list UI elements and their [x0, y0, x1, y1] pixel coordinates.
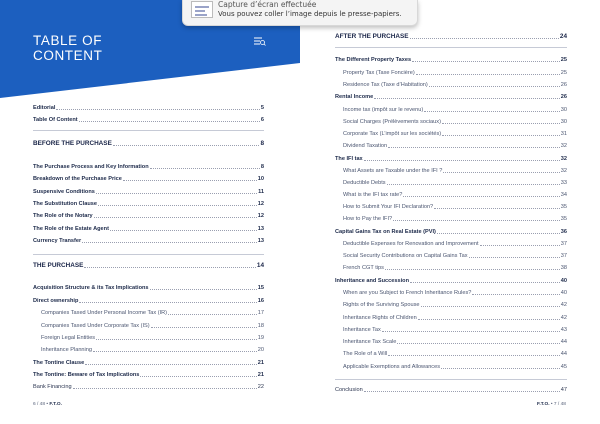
toc-entry-label: Dividend Taxation [343, 143, 388, 149]
toc-entry-label: Inheritance Tax Scale [343, 339, 397, 345]
toc-entry-label: Companies Taxed Under Personal Income Tax (IR) [41, 310, 168, 316]
toc-leader-dots [397, 343, 559, 344]
toc-leader-dots [424, 111, 560, 112]
toc-entry-label: The Tontine Clause [33, 360, 85, 366]
footer-separator: • [46, 402, 49, 407]
toc-entry[interactable] [335, 339, 567, 345]
toc-entry-page: 13 [257, 226, 264, 232]
footer-separator: • [550, 402, 553, 407]
toc-entry-label: Applicable Exemptions and Allowances [343, 364, 441, 370]
toc-entry[interactable] [33, 140, 264, 147]
toc-entry[interactable] [335, 302, 567, 308]
toc-entry-label: Suspensive Conditions [33, 189, 95, 195]
toc-entry-page: 44 [560, 351, 567, 357]
toc-leader-dots [98, 205, 257, 206]
toc-entry-label: The Tontine: Beware of Tax Implications [33, 372, 140, 378]
toc-entry-label: The Role of a Will [343, 351, 388, 357]
toc-entry-label: Foreign Legal Entities [41, 335, 96, 341]
toc-entry-page: 40 [560, 290, 567, 296]
footer-brand: F.T.O. [537, 402, 550, 407]
toc-entry-page: 22 [257, 384, 264, 390]
toc-leader-dots [168, 314, 257, 315]
toc-entry-label: Residence Tax (Taxe d’Habitation) [343, 82, 428, 88]
toc-entry-label: What Assets are Taxable under the IFI ? [343, 168, 443, 174]
toc-entry-page: 5 [260, 105, 264, 111]
toc-entry[interactable] [33, 298, 264, 304]
toc-leader-dots [412, 61, 560, 62]
toc-entry-label: Social Security Contributions on Capital Gains Tax [343, 253, 468, 259]
toc-entry-page: 42 [560, 315, 567, 321]
toc-leader-dots [472, 294, 559, 295]
screenshot-thumbnail-icon [191, 1, 213, 18]
toc-leader-dots [85, 364, 257, 365]
toc-entry-label: Inheritance Tax [343, 327, 381, 333]
toc-entry[interactable] [335, 156, 567, 162]
toc-leader-dots [410, 38, 559, 39]
toc-entry-page: 6 [260, 117, 264, 123]
screenshot-notification[interactable] [182, 0, 418, 26]
toc-leader-dots [469, 257, 560, 258]
toc-entry-page: 15 [257, 285, 264, 291]
toc-entry-label: Companies Taxed Under Corporate Tax (IS) [41, 323, 150, 329]
toc-entry-page: 37 [560, 241, 567, 247]
toc-entry-page: 19 [257, 335, 264, 341]
page-title [33, 33, 102, 63]
toc-entry-page: 25 [560, 70, 567, 76]
toc-entry[interactable] [335, 192, 567, 198]
toc-leader-dots [387, 184, 560, 185]
toc-entry[interactable] [335, 82, 567, 88]
toc-leader-dots [123, 180, 257, 181]
toc-divider [335, 47, 567, 48]
toc-leader-dots [480, 245, 560, 246]
toc-leader-dots [418, 319, 560, 320]
toc-entry-label: The IFI tax [335, 156, 363, 162]
toc-leader-dots [94, 217, 257, 218]
toc-entry[interactable] [33, 384, 264, 390]
toc-entry-label: Editorial [33, 105, 56, 111]
toc-entry-page: 10 [257, 176, 264, 182]
toc-entry-page: 8 [260, 140, 264, 147]
toc-leader-dots [388, 147, 560, 148]
toc-entry-page: 17 [257, 310, 264, 316]
toc-entry[interactable] [33, 117, 264, 123]
toc-leader-dots [437, 233, 560, 234]
toc-entry[interactable] [335, 265, 567, 271]
notification-title: Capture d’écran effectuée [218, 0, 317, 9]
toc-entry-page: 25 [560, 57, 567, 63]
toc-entry[interactable] [335, 278, 567, 284]
toc-leader-dots [443, 172, 559, 173]
toc-entry-label: How to Pay the IFI? [343, 216, 393, 222]
toc-leader-dots [393, 220, 560, 221]
toc-entry-page: 21 [257, 360, 264, 366]
toc-entry-label: The Substitution Clause [33, 201, 98, 207]
toc-entry[interactable] [33, 238, 264, 244]
toc-entry-label: The Different Property Taxes [335, 57, 412, 63]
toc-entry[interactable] [335, 315, 567, 321]
toc-entry[interactable] [33, 226, 264, 232]
toc-leader-dots [442, 123, 560, 124]
toc-leader-dots [442, 135, 560, 136]
toc-leader-dots [403, 196, 559, 197]
toc-leader-dots [79, 302, 256, 303]
notification-body: Vous pouvez coller l’image depuis le presse-papiers. [218, 10, 402, 18]
toc-entry-page: 36 [560, 229, 567, 235]
toc-leader-dots [382, 331, 560, 332]
notification-text [218, 0, 402, 19]
toc-entry-page: 18 [257, 323, 264, 329]
toc-entry[interactable] [33, 213, 264, 219]
toc-entry-page: 38 [560, 265, 567, 271]
toc-entry-page: 37 [560, 253, 567, 259]
toc-entry[interactable] [33, 360, 264, 366]
toc-entry-page: 12 [257, 213, 264, 219]
toc-divider [33, 254, 264, 255]
toc-entry-page: 13 [257, 238, 264, 244]
toc-entry[interactable] [335, 119, 567, 125]
toc-entry-label: Deductible Debts [343, 180, 386, 186]
toc-entry-label: What is the IFI tax rate? [343, 192, 403, 198]
toc-entry-page: 11 [258, 189, 264, 195]
toc-entry-page: 40 [560, 278, 567, 284]
toc-leader-dots [385, 269, 560, 270]
toc-entry[interactable] [335, 94, 567, 100]
toc-entry[interactable] [33, 201, 264, 207]
toc-entry-page: 33 [560, 180, 567, 186]
toc-entry[interactable] [335, 70, 567, 76]
toc-leader-dots [113, 145, 260, 146]
toc-leader-dots [73, 388, 257, 389]
toc-entry-label: Bank Financing [33, 384, 72, 390]
toc-entry-page: 47 [560, 387, 567, 393]
toc-entry[interactable] [33, 176, 264, 182]
list-menu-icon [254, 37, 266, 47]
toc-entry-page: 12 [257, 201, 264, 207]
toc-entry-label: Inheritance Planning [41, 347, 93, 353]
toc-entry-label: Income tax (impôt sur le revenu) [343, 107, 424, 113]
toc-entry-label: The Role of the Notary [33, 213, 93, 219]
toc-entry-page: 42 [560, 302, 567, 308]
left-page-number: 6 / 48 [33, 402, 46, 407]
toc-entry[interactable] [335, 168, 567, 174]
footer-brand: F.T.O. [49, 402, 62, 407]
toc-leader-dots [151, 327, 257, 328]
toc-entry-page: 32 [560, 168, 567, 174]
toc-entry[interactable] [335, 180, 567, 186]
toc-leader-dots [364, 391, 560, 392]
toc-entry-page: 31 [560, 131, 567, 137]
toc-entry-label: Table Of Content [33, 117, 78, 123]
toc-entry-label: When are you Subject to French Inheritance Rules? [343, 290, 472, 296]
toc-leader-dots [150, 289, 257, 290]
right-page-number: 7 / 48 [553, 402, 566, 407]
toc-entry-label: Corporate Tax (L’impôt sur les sociétés) [343, 131, 442, 137]
toc-entry-page: 26 [560, 82, 567, 88]
toc-entry[interactable] [335, 241, 567, 247]
toc-entry[interactable] [33, 372, 264, 378]
toc-entry-label: Rental Income [335, 94, 374, 100]
toc-entry[interactable] [335, 143, 567, 149]
toc-leader-dots [429, 86, 560, 87]
toc-entry-page: 32 [560, 156, 567, 162]
left-page-footer [33, 402, 62, 407]
toc-entry-page: 35 [560, 204, 567, 210]
toc-entry-page: 30 [560, 119, 567, 125]
toc-entry-page: 24 [559, 33, 567, 40]
toc-entry[interactable] [335, 57, 567, 63]
toc-leader-dots [96, 193, 257, 194]
toc-entry-label: Capital Gains Tax on Real Estate (PVI) [335, 229, 436, 235]
toc-leader-dots [82, 242, 257, 243]
toc-entry-label: French CGT tips [343, 265, 384, 271]
toc-entry-label: The Purchase Process and Key Information [33, 164, 149, 170]
toc-entry-page: 35 [560, 216, 567, 222]
right-page-footer [537, 402, 566, 407]
toc-entry-label: Deductible Expenses for Renovation and Improvement [343, 241, 479, 247]
toc-entry[interactable] [335, 33, 567, 40]
toc-divider [33, 130, 264, 131]
toc-entry-label: Property Tax (Taxe Foncière) [343, 70, 415, 76]
toc-entry-page: 14 [256, 262, 264, 269]
toc-entry[interactable] [335, 204, 567, 210]
toc-leader-dots [434, 208, 560, 209]
toc-entry-label: Rights of the Surviving Spouse [343, 302, 420, 308]
toc-entry[interactable] [33, 347, 264, 353]
toc-entry-label: Conclusion [335, 387, 363, 393]
toc-leader-dots [441, 368, 560, 369]
toc-entry-label: Acquisition Structure & its Tax Implications [33, 285, 149, 291]
toc-entry-page: 16 [257, 298, 264, 304]
toc-leader-dots [374, 98, 560, 99]
toc-entry[interactable] [335, 327, 567, 333]
toc-entry-page: 44 [560, 339, 567, 345]
toc-entry[interactable] [335, 364, 567, 370]
toc-entry-label: Direct ownership [33, 298, 79, 304]
toc-entry[interactable] [335, 107, 567, 113]
toc-entry-page: 43 [560, 327, 567, 333]
toc-leader-dots [416, 74, 560, 75]
toc-entry[interactable] [33, 335, 264, 341]
toc-leader-dots [150, 168, 260, 169]
toc-divider [335, 379, 567, 380]
toc-entry-label: THE PURCHASE [33, 262, 84, 269]
toc-leader-dots [79, 121, 260, 122]
toc-leader-dots [421, 306, 560, 307]
toc-entry-label: The Role of the Estate Agent [33, 226, 109, 232]
toc-leader-dots [364, 160, 560, 161]
toc-entry-page: 8 [260, 164, 264, 170]
toc-entry[interactable] [335, 387, 567, 393]
toc-entry[interactable] [33, 105, 264, 111]
toc-leader-dots [84, 267, 255, 268]
toc-entry[interactable] [33, 189, 264, 195]
page-title-line1: TABLE OF [33, 33, 103, 48]
toc-entry-page: 21 [257, 372, 264, 378]
toc-entry[interactable] [335, 351, 567, 357]
toc-leader-dots [56, 109, 259, 110]
toc-entry-label: BEFORE THE PURCHASE [33, 140, 112, 147]
toc-entry[interactable] [33, 164, 264, 170]
toc-entry[interactable] [335, 131, 567, 137]
toc-entry[interactable] [335, 216, 567, 222]
toc-entry-page: 32 [560, 143, 567, 149]
toc-entry[interactable] [33, 310, 264, 316]
toc-entry-label: Inheritance and Succession [335, 278, 409, 284]
toc-entry[interactable] [33, 262, 264, 269]
toc-entry-label: Inheritance Rights of Children [343, 315, 417, 321]
toc-entry-page: 34 [560, 192, 567, 198]
toc-entry-label: Social Charges (Prélèvements sociaux) [343, 119, 441, 125]
toc-leader-dots [93, 351, 257, 352]
toc-entry[interactable] [335, 253, 567, 259]
toc-entry-page: 45 [560, 364, 567, 370]
toc-entry-label: Breakdown of the Purchase Price [33, 176, 122, 182]
toc-entry-page: 30 [560, 107, 567, 113]
toc-entry-label: Currency Transfer [33, 238, 82, 244]
toc-entry[interactable] [33, 323, 264, 329]
toc-leader-dots [388, 355, 560, 356]
toc-leader-dots [96, 339, 257, 340]
toc-entry[interactable] [33, 285, 264, 291]
page-title-line2: CONTENT [33, 48, 103, 63]
toc-entry-label: AFTER THE PURCHASE [335, 33, 409, 40]
toc-leader-dots [140, 376, 256, 377]
toc-leader-dots [410, 282, 560, 283]
toc-entry[interactable] [335, 229, 567, 235]
toc-entry[interactable] [335, 290, 567, 296]
toc-entry-page: 20 [257, 347, 264, 353]
toc-entry-page: 26 [560, 94, 567, 100]
toc-entry-label: How to Submit Your IFI Declaration? [343, 204, 434, 210]
toc-leader-dots [110, 230, 257, 231]
